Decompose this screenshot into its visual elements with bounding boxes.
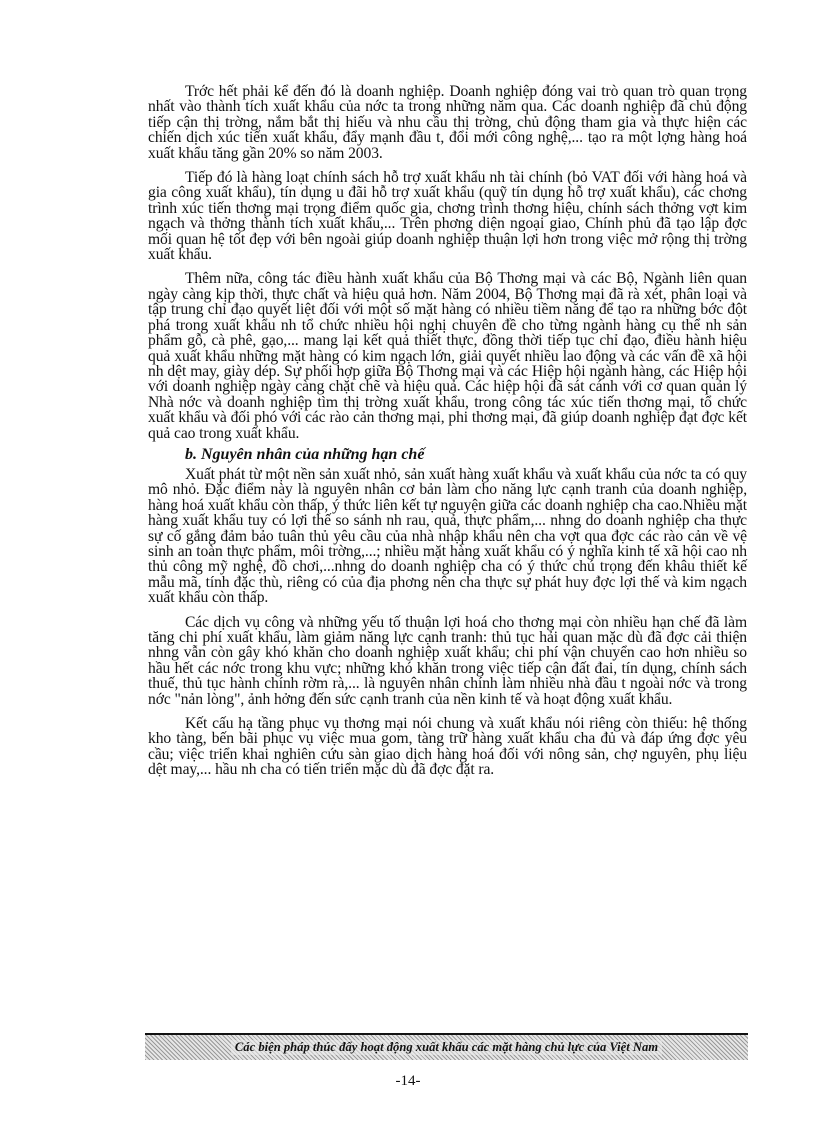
paragraph-3: Thêm nữa, công tác điều hành xuất khẩu của Bộ Thơng mại và các Bộ, Ngành liên quan ngày càng kịp thời, thực chất và hiệu quả hơn. Năm 2004, Bộ Thơng mại đã rà xét, phân loại và tập trung chỉ đạo quyết liệt đối với một số mặt hàng có nhiều tiềm năng để tạo ra những bớc đột phá trong xuất khẩu nh tổ chức nhiều hội nghị chuyên đề cho từng ngành hàng cụ thể nh sản phẩm gỗ, cà phê, gạo,... mang lại kết quả thiết thực, đồng thời tiếp tục chỉ đạo, điều hành hiệu quả xuất khẩu những mặt hàng có kim ngạch lớn, giải quyết nhiều lao động và các vấn đề xã hội nh dệt may, giày dép. Sự phối hợp giữa Bộ Thơng mại và các Hiệp hội ngành hàng, các Hiệp hội với doanh nghiệp ngày càng chặt chẽ và hiệu quả. Các hiệp hội đã sát cánh với cơ quan quản lý Nhà nớc và doanh nghiệp tìm thị trờng xuất khẩu, trong công tác xúc tiến thơng mại, tổ chức xuất khẩu và đối phó với các rào cản thơng mại, phi thơng mại, đã giúp doanh nghiệp đạt đợc kết quả cao trong xuất khẩu. — [148, 270, 747, 442]
paragraph-5: Các dịch vụ công và những yếu tố thuận lợi hoá cho thơng mại còn nhiều hạn chế đã làm tăng chi phí xuất khẩu, làm giảm năng lực cạnh tranh: thủ tục hải quan mặc dù đã đợc cải thiện nhng vẫn còn gây khó khăn cho doanh nghiệp xuất khẩu; chi phí vận chuyển cao hơn nhiều so hầu hết các nớc trong khu vực; những khó khăn trong việc tiếp cận đất đai, tín dụng, chính sách thuế, thủ tục hành chính rờm rà,... là nguyên nhân chính làm nhiều nhà đầu t ngoài nớc và trong nớc "nản lòng", ảnh hởng đến sức cạnh tranh của nền kinh tế và hoạt động xuất khẩu. — [148, 613, 747, 708]
paragraph-1: Trớc hết phải kể đến đó là doanh nghiệp. Doanh nghiệp đóng vai trò quan trò quan trọng nhất vào thành tích xuất khẩu của nớc ta trong những năm qua. Các doanh nghiệp đã chủ động tiếp cận thị trờng, nắm bắt thị hiếu và nhu cầu thị trờng, chủ động tham gia và thực hiện các chiến dịch xúc tiến xuất khẩu, đẩy mạnh đầu t, đổi mới công nghệ,... tạo ra một lợng hàng hoá xuất khẩu tăng gần 20% so năm 2003. — [148, 83, 747, 162]
page-number: -14- — [395, 1073, 421, 1089]
paragraph-2: Tiếp đó là hàng loạt chính sách hỗ trợ xuất khẩu nh tài chính (bỏ VAT đối với hàng hoá và gia công xuất khẩu), tín dụng u đãi hỗ trợ xuất khẩu (quỹ tín dụng hỗ trợ xuất khẩu), các chơng trình xúc tiến thơng mại trọng điểm quốc gia, chơng trình thơng hiệu, chính sách thởng vợt kim ngạch và thởng thành tích xuất khẩu,... Trên phơng diện ngoại giao, Chính phủ đã tạo lập đợc mối quan hệ tốt đẹp với bên ngoài giúp doanh nghiệp thuận lợi hơn trong việc mở rộng thị trờng xuất khẩu. — [148, 169, 747, 264]
footer-title: Các biện pháp thúc đẩy hoạt động xuất khẩu các mặt hàng chủ lực của Việt Nam — [231, 1040, 662, 1055]
paragraph-6: Kết cấu hạ tầng phục vụ thơng mại nói chung và xuất khẩu nói riêng còn thiếu: hệ thống kho tàng, bến bãi phục vụ việc mua gom, tàng trữ hàng xuất khẩu cha đủ và đáp ứng đợc yêu cầu; việc triển khai nghiên cứu sàn giao dịch hàng hoá đối với nông sản, chợ nguyên, phụ liệu dệt may,... hầu nh cha có tiến triển mặc dù đã đợc đặt ra. — [148, 715, 747, 779]
body-text — [148, 84, 747, 778]
footer-band — [145, 1033, 748, 1060]
paragraph-4: Xuất phát từ một nền sản xuất nhỏ, sản xuất hàng xuất khẩu và xuất khẩu của nớc ta có quy mô nhỏ. Đặc điểm này là nguyên nhân cơ bản làm cho năng lực cạnh tranh của doanh nghiệp, hàng hoá xuất khẩu còn thấp, ý thức liên kết tự nguyện giữa các doanh nghiệp cha cao.Nhiều mặt hàng xuất khẩu tuy có lợi thế so sánh nh rau, quả, thực phẩm,... nhng do doanh nghiệp cha thực sự cố gắng đảm bảo tuân thủ yêu cầu của nhà nhập khẩu nên cha vợt qua đợc các rào cản về vệ sinh an toàn thực phẩm, môi trờng,...; nhiều mặt hàng xuất khẩu có ý nghĩa kinh tế xã hội cao nh thủ công mỹ nghệ, đồ chơi,...nhng do doanh nghiệp cha có ý thức chú trọng đến khâu thiết kế mẫu mã, tính đặc thù, riêng có của địa phơng nên cha thực sự phát huy đợc lợi thế và kim ngạch xuất khẩu còn thấp. — [148, 465, 747, 607]
section-heading: b. Nguyên nhân của những hạn chế — [185, 445, 425, 463]
